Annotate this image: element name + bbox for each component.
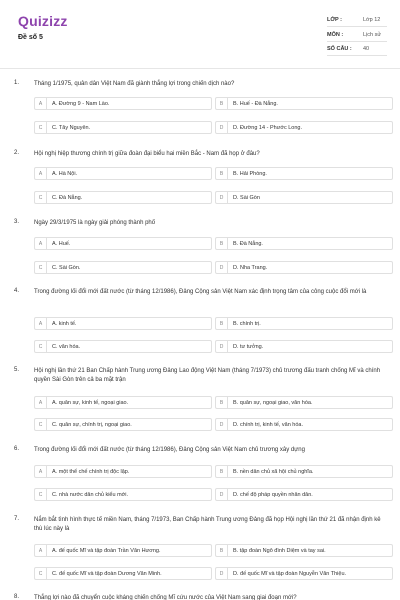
option-a[interactable] xyxy=(34,317,212,330)
option-letter: D xyxy=(216,419,228,431)
option-letter: A xyxy=(35,98,47,110)
option-text: C. văn hóa. xyxy=(52,344,81,350)
question-text: Trong đường lối đổi mới đất nước (từ tháng 12/1986), Đảng Cộng sản Việt Nam xác định trọng tâm của công cuộc đổi mới là xyxy=(34,289,367,295)
option-letter: C xyxy=(35,192,47,204)
option-text: B. nền dân chủ xã hội chủ nghĩa. xyxy=(233,469,314,475)
option-b[interactable] xyxy=(215,97,393,110)
option-d[interactable] xyxy=(215,261,393,274)
option-letter: D xyxy=(216,192,228,204)
option-b[interactable] xyxy=(215,317,393,330)
question-number: 3. xyxy=(14,219,20,225)
meta-subject-value: Lịch sử xyxy=(363,32,382,38)
option-text: C. Sài Gòn. xyxy=(52,265,81,271)
option-letter: B xyxy=(216,318,228,330)
option-a[interactable] xyxy=(34,465,212,478)
question-text: Hội nghị hiệp thương chính trị giữa đoàn đại biểu hai miền Bắc - Nam đã họp ở đâu? xyxy=(34,151,260,157)
option-letter: B xyxy=(216,98,228,110)
question-text: Tháng 1/1975, quân dân Việt Nam đã giành thắng lợi trong chiến dịch nào? xyxy=(34,81,235,87)
option-a[interactable] xyxy=(34,237,212,250)
option-d[interactable] xyxy=(215,488,393,501)
option-letter: D xyxy=(216,122,228,134)
option-text: D. Nha Trang. xyxy=(233,265,268,271)
option-b[interactable] xyxy=(215,237,393,250)
question-number: 5. xyxy=(14,367,20,373)
option-letter: A xyxy=(35,238,47,250)
option-text: A. quân sự, kinh tế, ngoại giao. xyxy=(52,400,129,406)
option-letter: A xyxy=(35,168,47,180)
question-number: 2. xyxy=(14,150,20,156)
option-d[interactable] xyxy=(215,191,393,204)
option-letter: A xyxy=(35,397,47,409)
meta-subject-label: MÔN : xyxy=(327,32,344,38)
option-letter: C xyxy=(35,122,47,134)
meta-class-value: Lớp 12 xyxy=(363,17,381,23)
option-text: A. Huế. xyxy=(52,241,71,247)
option-d[interactable] xyxy=(215,418,393,431)
meta-divider xyxy=(327,55,387,56)
option-letter: B xyxy=(216,397,228,409)
question-number: 8. xyxy=(14,594,20,600)
option-text: C. quân sự, chính trị, ngoại giao. xyxy=(52,422,132,428)
option-text: A. kinh tế. xyxy=(52,321,77,327)
option-c[interactable] xyxy=(34,418,212,431)
option-text: A. Hà Nội. xyxy=(52,171,78,177)
option-text: B. chính trị. xyxy=(233,321,261,327)
option-c[interactable] xyxy=(34,567,212,580)
option-text: D. đế quốc Mĩ và tập đoàn Nguyễn Văn Thiệu. xyxy=(233,571,347,577)
meta-class-label: LỚP : xyxy=(327,17,342,23)
option-letter: A xyxy=(35,466,47,478)
option-letter: C xyxy=(35,262,47,274)
option-text: D. chế độ pháp quyền nhân dân. xyxy=(233,492,313,498)
meta-divider xyxy=(327,41,387,42)
option-d[interactable] xyxy=(215,121,393,134)
question-number: 4. xyxy=(14,288,20,294)
option-a[interactable] xyxy=(34,396,212,409)
question-text: Trong đường lối đổi mới đất nước (từ tháng 12/1986), Đảng Cộng sản Việt Nam chủ trương xây dựng xyxy=(34,447,305,453)
option-letter: B xyxy=(216,545,228,557)
option-c[interactable] xyxy=(34,121,212,134)
option-text: D. Sài Gòn xyxy=(233,195,260,201)
option-b[interactable] xyxy=(215,465,393,478)
option-a[interactable] xyxy=(34,167,212,180)
option-text: B. Đà Nẵng. xyxy=(233,241,263,247)
option-letter: D xyxy=(216,568,228,580)
option-letter: C xyxy=(35,419,47,431)
option-text: B. tập đoàn Ngô đình Diệm và tay sai. xyxy=(233,548,326,554)
option-text: A. một thể chế chính trị độc lập. xyxy=(52,469,130,475)
option-a[interactable] xyxy=(34,97,212,110)
option-d[interactable] xyxy=(215,567,393,580)
option-letter: B xyxy=(216,238,228,250)
question-text: Hội nghị lần thứ 21 Ban Chấp hành Trung ương Đảng Lao động Việt Nam (tháng 7/1973) chủ trương đấu tranh chống Mĩ và chính quyền Sài Gòn trên cả ba mặt trận xyxy=(34,368,381,383)
option-letter: C xyxy=(35,568,47,580)
option-text: C. đế quốc Mĩ và tập đoàn Dương Văn Minh. xyxy=(52,571,162,577)
worksheet-title: Đề số 5 xyxy=(18,34,43,41)
question-number: 1. xyxy=(14,80,20,86)
option-d[interactable] xyxy=(215,340,393,353)
question-number: 6. xyxy=(14,446,20,452)
question-text: Thắng lợi nào đã chuyển cuộc kháng chiến chống Mĩ cứu nước của Việt Nam sang giai đoạn mới? xyxy=(34,595,297,600)
option-letter: C xyxy=(35,341,47,353)
option-c[interactable] xyxy=(34,340,212,353)
meta-count-label: SỐ CÂU : xyxy=(327,46,352,52)
question-number: 7. xyxy=(14,516,20,522)
meta-divider xyxy=(327,26,387,27)
option-text: D. Đường 14 - Phước Long. xyxy=(233,125,302,131)
quizizz-logo: Quizizz xyxy=(18,13,68,29)
option-letter: D xyxy=(216,489,228,501)
option-text: A. đế quốc Mĩ và tập đoàn Trần Văn Hương. xyxy=(52,548,161,554)
meta-count-value: 40 xyxy=(363,46,370,52)
option-letter: B xyxy=(216,466,228,478)
option-a[interactable] xyxy=(34,544,212,557)
option-text: B. quân sự, ngoại giao, văn hóa. xyxy=(233,400,313,406)
option-text: D. tư tưởng. xyxy=(233,344,264,350)
worksheet-header xyxy=(0,0,400,70)
option-text: A. Đường 9 - Nam Lào. xyxy=(52,101,110,107)
option-text: B. Hải Phòng. xyxy=(233,171,267,177)
option-c[interactable] xyxy=(34,191,212,204)
option-letter: B xyxy=(216,168,228,180)
option-letter: D xyxy=(216,341,228,353)
option-letter: D xyxy=(216,262,228,274)
question-text: Ngày 29/3/1975 là ngày giải phóng thành phố xyxy=(34,220,156,226)
option-text: C. Tây Nguyên. xyxy=(52,125,91,131)
option-text: D. chính trị, kinh tế, văn hóa. xyxy=(233,422,304,428)
option-b[interactable] xyxy=(215,544,393,557)
option-text: C. Đà Nẵng. xyxy=(52,195,83,201)
question-text: Nắm bắt tình hình thực tế miền Nam, tháng 7/1973, Ban Chấp hành Trung ương Đảng đã họp Hội nghị lần thứ 21 đã nhận định kẻ thù lúc này là xyxy=(34,517,381,532)
header-divider xyxy=(0,68,400,69)
option-c[interactable] xyxy=(34,261,212,274)
option-letter: A xyxy=(35,318,47,330)
option-b[interactable] xyxy=(215,167,393,180)
option-letter: C xyxy=(35,489,47,501)
option-c[interactable] xyxy=(34,488,212,501)
option-b[interactable] xyxy=(215,396,393,409)
option-text: C. nhà nước dân chủ kiểu mới. xyxy=(52,492,129,498)
option-text: B. Huế - Đà Nẵng. xyxy=(233,101,278,107)
option-letter: A xyxy=(35,545,47,557)
